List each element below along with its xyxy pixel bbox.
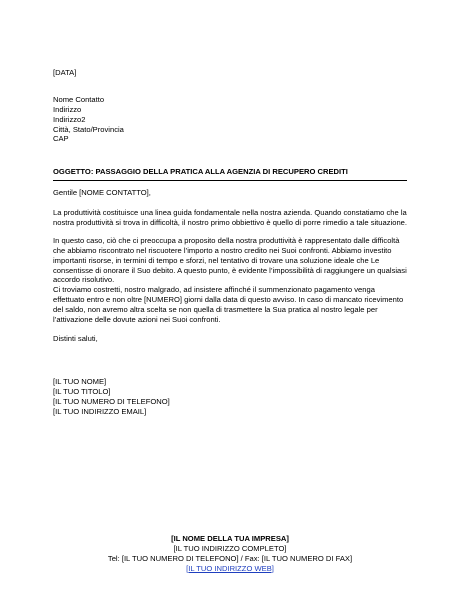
footer-company: [IL NOME DELLA TUA IMPRESA]: [171, 534, 289, 543]
recipient-name: Nome Contatto: [53, 95, 105, 104]
body-paragraph-3: Ci troviamo costretti, nostro malgrado, ad insistere affinché il summenzionato pagamento venga effettuato entro e non oltre [NUMERO] giorni dalla data di questo avviso. In caso di mancato ricevimento del saldo, non avremo altra scelta se non quella di trasmettere la Sua pratica al nostro legale per l’attivazione delle dovute azioni nei Suoi confronti.: [53, 285, 404, 324]
recipient-address: [53, 95, 407, 144]
signature-title: [IL TUO TITOLO]: [53, 386, 111, 396]
signature-block: [53, 377, 407, 416]
subject-text: OGGETTO: PASSAGGIO DELLA PRATICA ALLA AGENZIA DI RECUPERO CREDITI: [53, 167, 348, 176]
recipient-address-line2: Indirizzo2: [53, 114, 86, 124]
footer-contacts: Tel: [IL TUO NUMERO DI TELEFONO] / Fax: [IL TUO NUMERO DI FAX]: [107, 553, 353, 563]
body-paragraph-2: In questo caso, ciò che ci preoccupa a proposito della nostra produttività è rappresentato dalle difficoltà che abbiamo riscontrato nel riscuotere l’importo a nostro credito nei Suoi confronti. Abbiamo investito importanti risorse, in termini di tempo e sforzi, nel tentativo di trovare una soluzione ideale che Le consentisse di onorare il Suo debito. A questo punto, è evidente l’impossibilità di raggiungere un qualsiasi accordo risolutivo.: [53, 236, 407, 285]
greeting-text: Gentile [NOME CONTATTO],: [53, 188, 151, 197]
letter-greeting: [53, 188, 407, 198]
letter-subject: [53, 167, 407, 181]
letter-footer: [0, 534, 460, 573]
letter-closing: [53, 334, 407, 344]
recipient-address-line1: Indirizzo: [53, 104, 82, 114]
date-text: [DATA]: [53, 68, 77, 77]
footer-web-link[interactable]: [IL TUO INDIRIZZO WEB]: [186, 563, 274, 573]
closing-text: Distinti saluti,: [53, 334, 98, 343]
recipient-zip: CAP: [53, 134, 69, 144]
letter-date: [53, 68, 407, 78]
body-paragraph-1: La produttività costituisce una linea guida fondamentale nella nostra azienda. Quando constatiamo che la nostra produttività si trova in difficoltà, il nostro primo obbiettivo è quello di porre rimedio a tale situazione.: [53, 208, 407, 227]
signature-phone: [IL TUO NUMERO DI TELEFONO]: [53, 396, 170, 406]
signature-name: [IL TUO NOME]: [53, 377, 107, 386]
signature-email: [IL TUO INDIRIZZO EMAIL]: [53, 406, 147, 416]
recipient-city-state: Città, Stato/Provincia: [53, 124, 124, 134]
footer-address: [IL TUO INDIRIZZO COMPLETO]: [173, 543, 287, 553]
